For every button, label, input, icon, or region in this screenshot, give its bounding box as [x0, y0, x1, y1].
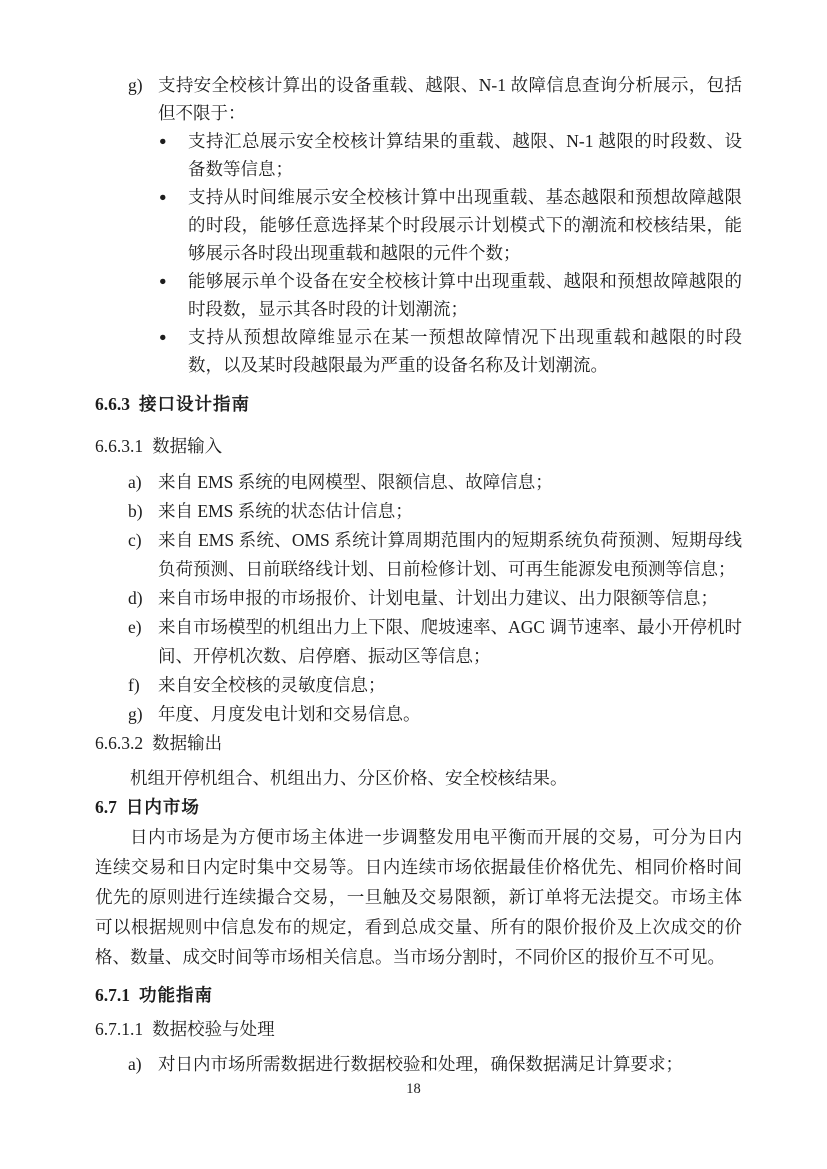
heading-title: 日内市场: [125, 797, 200, 817]
heading-number: 6.6.3.2: [95, 733, 144, 753]
list-marker: d): [128, 588, 143, 608]
list-item-text: 来自安全校核的灵敏度信息；: [158, 675, 386, 695]
bullet-icon: ●: [159, 330, 167, 344]
bullet-item-text: 支持汇总展示安全校核计算结果的重载、越限、N-1 越限的时段数、设备数等信息；: [188, 131, 742, 179]
list-item-text: 支持安全校核计算出的设备重载、越限、N-1 故障信息查询分析展示，包括但不限于：: [158, 75, 742, 123]
list-item-text: 对日内市场所需数据进行数据校验和处理，确保数据满足计算要求；: [158, 1054, 683, 1074]
list-marker: c): [128, 530, 142, 550]
list-item-text: 来自 EMS 系统、OMS 系统计算周期范围内的短期系统负荷预测、短期母线负荷预测、日前联络线计划、日前检修计划、可再生能源发电预测等信息；: [158, 530, 742, 579]
section-heading-67: [95, 792, 742, 822]
heading-title: 数据校验与处理: [152, 1019, 275, 1039]
input-list: [95, 468, 742, 729]
list-item-text: 来自市场模型的机组出力上下限、爬坡速率、AGC 调节速率、最小开停机时间、开停机次数、启停磨、振动区等信息；: [158, 617, 742, 666]
section-heading-6711: [95, 1015, 742, 1043]
list-item-g: [95, 71, 742, 127]
bullet-list-item: [95, 183, 742, 267]
heading-title: 数据输出: [152, 733, 223, 753]
bullet-item-text: 支持从预想故障维显示在某一预想故障情况下出现重载和越限的时段数，以及某时段越限最为严重的设备名称及计划潮流。: [188, 327, 742, 375]
list-marker: b): [128, 501, 143, 521]
output-paragraph: 机组开停机组合、机组出力、分区价格、安全校核结果。: [130, 768, 568, 788]
list-item-d: [95, 584, 742, 613]
list-item-text: 来自市场申报的市场报价、计划电量、计划出力建议、出力限额等信息；: [158, 588, 718, 608]
list-item-a: [95, 468, 742, 497]
page-number: 18: [406, 1081, 421, 1097]
bullet-item-text: 支持从时间维展示安全校核计算中出现重载、基态越限和预想故障越限的时段，能够任意选择某个时段展示计划模式下的潮流和校核结果，能够展示各时段出现重载和越限的元件个数；: [188, 187, 742, 263]
list-item-text: 年度、月度发电计划和交易信息。: [158, 704, 421, 724]
heading-title: 数据输入: [152, 436, 223, 456]
heading-number: 6.6.3: [95, 394, 130, 414]
bullet-icon: ●: [159, 134, 167, 148]
bullet-icon: ●: [159, 190, 167, 204]
list-item-g2: [95, 700, 742, 729]
list-marker: a): [128, 472, 142, 492]
list-item-f: [95, 671, 742, 700]
list-item-text: 来自 EMS 系统的状态估计信息；: [158, 501, 413, 521]
bullet-list: [95, 127, 742, 379]
heading-title: 功能指南: [139, 985, 213, 1005]
heading-number: 6.7: [95, 797, 117, 817]
list-marker: g): [128, 704, 143, 724]
heading-title: 接口设计指南: [139, 394, 250, 414]
heading-number: 6.7.1.1: [95, 1019, 144, 1039]
heading-number: 6.6.3.1: [95, 436, 144, 456]
list-marker: f): [128, 675, 140, 695]
bullet-item-text: 能够展示单个设备在安全校核计算中出现重载、越限和预想故障越限的时段数，显示其各时段的计划潮流；: [188, 271, 742, 319]
list-marker: g): [128, 75, 143, 95]
list-item-b: [95, 497, 742, 526]
page-content: [95, 71, 742, 1078]
list-item-text: 来自 EMS 系统的电网模型、限额信息、故障信息；: [158, 472, 553, 492]
heading-number: 6.7.1: [95, 985, 130, 1005]
bullet-list-item: [95, 127, 742, 183]
bullet-icon: ●: [159, 274, 167, 288]
bullet-list-item: [95, 323, 742, 379]
list-marker: a): [128, 1054, 142, 1074]
section-heading-6631: [95, 432, 742, 460]
section-heading-671: [95, 980, 742, 1010]
section-heading-6632: [95, 729, 742, 757]
list-marker: e): [128, 617, 142, 637]
bullet-list-item: [95, 267, 742, 323]
list-item-c: [95, 526, 742, 584]
list-item-e: [95, 613, 742, 671]
list-item-a2: [95, 1050, 742, 1078]
section-heading-663: [95, 389, 742, 419]
intro-paragraph: 日内市场是为方便市场主体进一步调整发用电平衡而开展的交易，可分为日内连续交易和日内定时集中交易等。日内连续市场依据最佳价格优先、相同价格时间优先的原则进行连续撮合交易，一旦触及交易限额，新订单将无法提交。市场主体可以根据规则中信息发布的规定，看到总成交量、所有的限价报价及上次成交的价格、数量、成交时间等市场相关信息。当市场分割时，不同价区的报价互不可见。: [95, 827, 742, 967]
